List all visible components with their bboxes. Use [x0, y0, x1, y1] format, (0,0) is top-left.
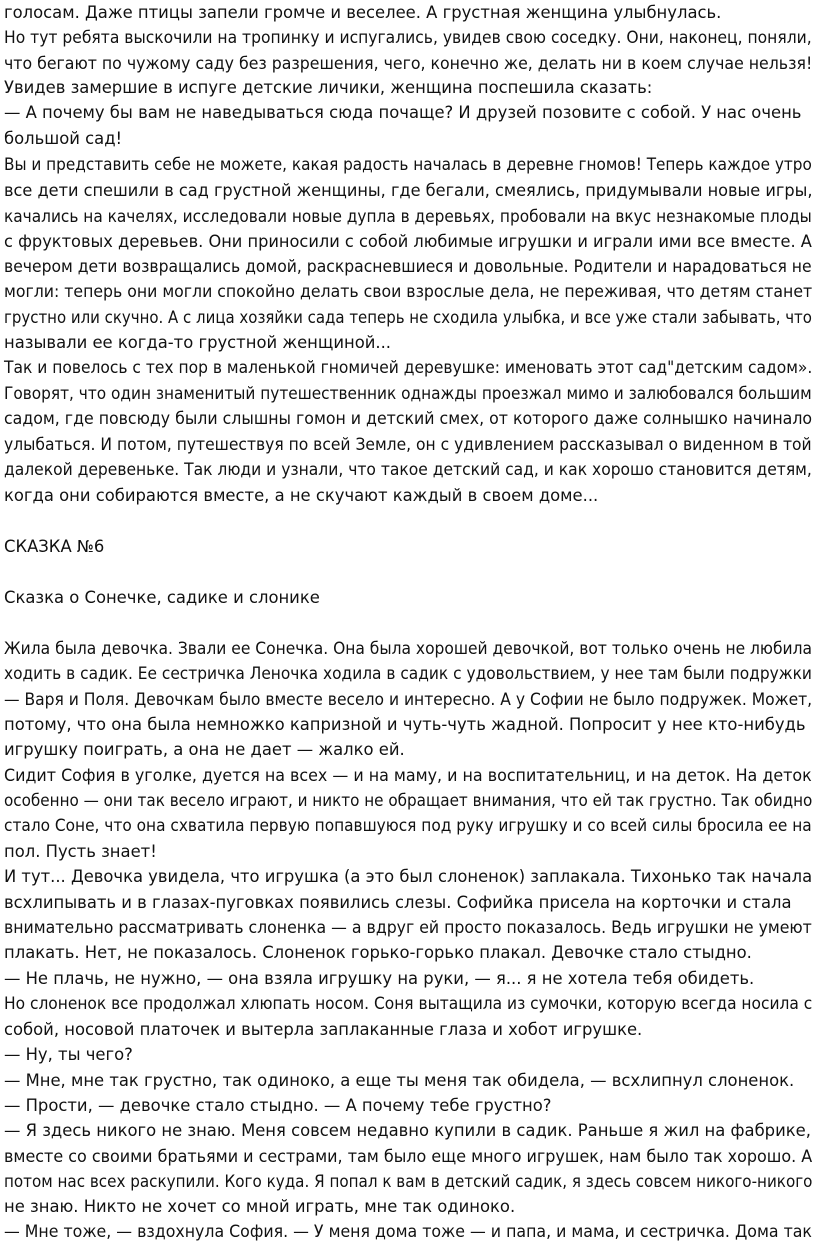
text-line: Но тут ребята выскочили на тропинку и испугались, увидев свою соседку. Они, наконец, поняли,	[4, 28, 812, 47]
text-line: собой, носовой платочек и вытерла заплаканные глаза и хобот игрушке.	[4, 1020, 643, 1039]
text-line: называли ее когда-то грустной женщиной...	[4, 333, 392, 352]
text-line: Увидев замершие в испуге детские личики, женщина поспешила сказать:	[4, 78, 653, 97]
text-line: садом, где повсюду были слышны гомон и детский смех, от которого даже солнышко начинало	[4, 409, 813, 428]
text-line: грустно или скучно. А с лица хозяйки сада теперь не сходила улыбка, и все уже стали забывать, что	[4, 308, 812, 327]
text-line: Жила была девочка. Звали ее Сонечка. Она была хорошей девочкой, вот только очень не любила	[4, 639, 812, 658]
text-line: вечером дети возвращались домой, раскрасневшиеся и довольные. Родители и нарадоваться не	[4, 257, 812, 276]
text-line: качались на качелях, исследовали новые дупла в деревьях, пробовали на вкус незнакомые плоды	[4, 207, 812, 226]
text-line: голосам. Даже птицы запели громче и веселее. А грустная женщина улыбнулась.	[4, 3, 722, 22]
text-line: — Варя и Поля. Девочкам было вместе весело и интересно. А у Софии не было подружек. Может,	[4, 690, 813, 709]
text-line: особенно — они так весело играют, и никто не обращает внимания, что ей так грустно. Так обидно	[4, 791, 813, 810]
text-line: все дети спешили в сад грустной женщины, где бегали, смеялись, придумывали новые игры,	[4, 181, 813, 200]
text-line: потому, что она была немножко капризной и чуть-чуть жадной. Попросит у нее кто-нибудь	[4, 715, 806, 734]
text-line: всхлипывать и в глазах-пуговках появились слезы. Софийка присела на корточки и стала	[4, 893, 792, 912]
text-line: — Мне, мне так грустно, так одиноко, а еще ты меня так обидела, — всхлипнул слоненок.	[4, 1071, 795, 1090]
story-title: Сказка о Сонечке, садике и слонике	[4, 588, 320, 607]
text-line: И тут... Девочка увидела, что игрушка (а это был слоненок) заплакала. Тихонько так начала	[4, 867, 813, 886]
text-line: могли: теперь они могли спокойно делать свои взрослые дела, не переживая, что детям станет	[4, 282, 813, 301]
text-line: плакать. Нет, не показалось. Слоненок горько-горько плакал. Девочке стало стыдно.	[4, 943, 752, 962]
text-line: Так и повелось с тех пор в маленькой гномичей деревушке: именовать этот сад"детским садом».	[4, 358, 813, 377]
text-line: пол. Пусть знает!	[4, 842, 157, 861]
text-line: с фруктовых деревьев. Они приносили с собой любимые игрушки и играли ими все вместе. А	[4, 232, 812, 251]
text-line: улыбаться. И потом, путешествуя по всей Земле, он с удивлением рассказывал о виденном в той	[4, 435, 812, 454]
text-line: большой сад!	[4, 129, 123, 148]
text-line: не знаю. Никто не хочет со мной играть, мне так одиноко.	[4, 1197, 516, 1216]
text-line: потом нас всех раскупили. Кого куда. Я попал к вам в детский садик, я здесь совсем никого-никого	[4, 1172, 813, 1191]
text-line: что бегают по чужому саду без разрешения, чего, конечно же, делать ни в коем случае нельзя!	[4, 54, 813, 73]
text-line: Вы и представить себе не можете, какая радость началась в деревне гномов! Теперь каждое утро	[4, 155, 812, 174]
text-line: — Не плачь, не нужно, — она взяла игрушку на руки, — я... я не хотела тебя обидеть.	[4, 969, 755, 988]
text-line: стало Соне, что она схватила первую попавшуюся под руку игрушку и со всей силы бросила ее на	[4, 816, 812, 835]
text-line: игрушку поиграть, а она не дает — жалко ей.	[4, 740, 405, 759]
text-line: — А почему бы вам не наведываться сюда почаще? И друзей позовите с собой. У нас очень	[4, 103, 802, 122]
text-line: далекой деревеньке. Так люди и узнали, что такое детский сад, и как хорошо становится детям,	[4, 460, 812, 479]
text-line: — Ну, ты чего?	[4, 1045, 133, 1064]
text-line: ходить в садик. Ее сестричка Леночка ходила в садик с удовольствием, у нее там были подружки	[4, 664, 812, 683]
text-line: — Я здесь никого не знаю. Меня совсем недавно купили в садик. Раньше я жил на фабрике,	[4, 1121, 811, 1140]
text-line: когда они собираются вместе, а не скучают каждый в своем доме...	[4, 486, 599, 505]
text-line: внимательно рассматривать слоненка — а вдруг ей просто показалось. Ведь игрушки не умеют	[4, 918, 812, 937]
text-line: — Мне тоже, — вздохнула София. — У меня дома тоже — и папа, и мама, и сестричка. Дома так	[4, 1222, 812, 1241]
text-line: Говорят, что один знаменитый путешественник однажды проезжал мимо и залюбовался большим	[4, 384, 812, 403]
text-line: вместе со своими братьями и сестрами, там было еще много игрушек, нам было так хорошо. А	[4, 1147, 813, 1166]
text-line: — Прости, — девочке стало стыдно. — А почему тебе грустно?	[4, 1096, 552, 1115]
section-heading: СКАЗКА №6	[4, 537, 105, 556]
text-line: Но слоненок все продолжал хлюпать носом. Соня вытащила из сумочки, которую всегда носила с	[4, 994, 813, 1013]
text-line: Сидит София в уголке, дуется на всех — и на маму, и на воспитательниц, и на деток. На деток	[4, 766, 812, 785]
